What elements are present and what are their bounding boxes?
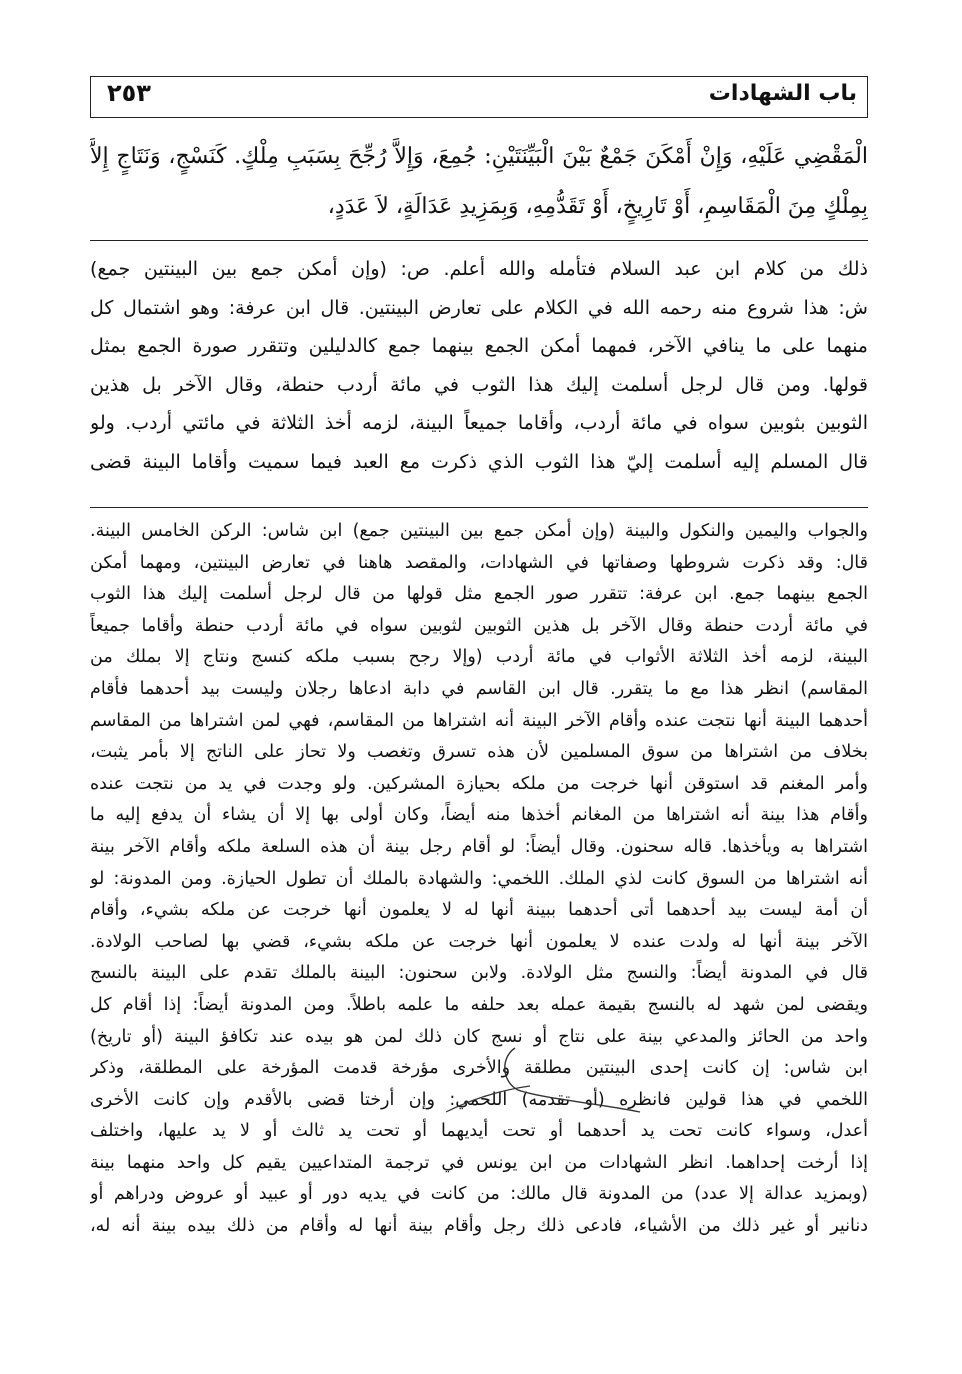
- commentary-line: قولها. ومن قال لرجل أسلمت إليك هذا الثوب في مائة أردب حنطة، وقال الآخر بل هذين: [90, 373, 868, 396]
- footnote-line: واحد من الحائز والمدعي بينة على نتاج أو نسج كان ذلك لمن هو بيده عند تكافؤ البينة (أو تاريخ): [90, 1026, 868, 1047]
- footnote-line: (وبمزيد عدالة إلا عدد) من المدونة قال مالك: من كانت في يديه دور أو عبيد أو عروض ودراهم أو: [90, 1184, 868, 1205]
- main-text-line: الْمَقْضِي عَلَيْهِ، وَإِنْ أَمْكَنَ جَمْعٌ بَيْنَ الْبَيِّنَتَيْنِ: جُمِعَ، وَإِلاَّ رُجِّحَ بِسَبَبِ مِلْكٍ. كَنَسْجٍ، وَنَتَاجٍ إِلاَّ: [90, 144, 868, 169]
- footnote-line: أعدل، وسواء كانت تحت يد أحدهما أو تحت أيديهما أو تحت يد ثالث أو لا يد عليها، واختلف: [90, 1121, 868, 1142]
- section-divider: [90, 240, 868, 241]
- commentary-line: منهما على ما ينافي الآخر، فمهما أمكن الجمع بينهما جمع كالدليلين وتتقرر صورة الجمع بمثل: [90, 335, 868, 357]
- footnote-line: إذا أرخت إحداهما. انظر الشهادات من ابن يونس في ترجمة المتداعيين يقيم كل واحد منهما بينة: [90, 1152, 868, 1173]
- footnote-line: قال في المدونة أيضاً: والنسج مثل الولادة. ولابن سحنون: البينة بالملك تقدم على البينة بالنسج: [90, 963, 868, 984]
- footnote-line: الآخر بينة أنها له ولدت عنده لا يعلمون أنها خرجت عن ملكه بشيء، قضي بها لصاحب الولادة.: [90, 931, 868, 952]
- footnote-line: البينة، لزمه أخذ الثلاثة الأثواب في مائة أردب (وإلا رجح بسبب ملكه كنسج ونتاج إلا بملك من: [90, 647, 868, 668]
- footnote-line: اشتراها به ويأخذها. قاله سحنون. وقال أيضاً: لو أقام رجل بينة أن هذه السلعة ملكه وأقام الآخر بينة: [90, 836, 868, 857]
- main-text-line: بِمِلْكٍ مِنَ الْمَقَاسِمِ، أَوْ تَارِيخٍ، أَوْ تَقَدُّمِهِ، وَبِمَزِيدِ عَدَالَةٍ، لاَ عَدَدٍ،: [327, 194, 868, 219]
- main-text: [90, 132, 868, 232]
- footnote-line: بخلاف من اشتراها من سوق المسلمين لأن هذه تسرق وتغصب ولا تحاز على الناتج إلا بأمر يثبت،: [90, 742, 868, 763]
- footnote-line: وأقام هذا بينة أنه اشتراها من المغانم أخذها منه أيضاً، وكان أولى بها إلا أن يشاء أن يدفع إليه ما: [90, 805, 868, 826]
- footnote-line: أحدهما البينة أنها نتجت عنده وأقام الآخر البينة أنه اشتراها من المقاسم، فهي لمن اشتراها من المقاسم: [90, 710, 868, 731]
- footnote-line: اللخمي في هذا قولين فانظره (أو تقدمه) اللخمي: وإن أرختا قضى بالأقدم وإن كانت الأخرى: [90, 1089, 868, 1110]
- footnote-line: ويقضى لمن شهد له بالنسج بقيمة عمله بعد حلفه ما علمه باطلاً. ومن المدونة أيضاً: إذا أقام كل: [90, 994, 868, 1015]
- footnote-line: في مائة أردت حنطة وقال الآخر بل هذين الثوبين لثوبين سواه في مائة أردب حنطة وأقاما جميعاً: [90, 615, 868, 636]
- page-header: [90, 76, 868, 118]
- commentary-line: ذلك من كلام ابن عبد السلام فتأمله والله أعلم. ص: (وإن أمكن جمع بين البينتين جمع): [90, 258, 868, 280]
- commentary-line: ش: هذا شروع منه رحمه الله في الكلام على تعارض البينتين. قال ابن عرفة: وهو اشتمال كل: [90, 296, 868, 319]
- footnote-line: وأمر المغنم قد استوقن أنها خرجت من ملكه بحيازة المشركين. ولو وجدت في يد من نتجت عنده: [90, 773, 868, 794]
- chapter-title: باب الشهادات: [708, 81, 857, 106]
- footnote-line: والجواب واليمين والنكول والبينة (وإن أمكن جمع بين البينتين جمع) ابن شاس: الركن الخامس البينة.: [90, 521, 868, 541]
- commentary-line: قال المسلم إليه أسلمت إليّ هذا الثوب الذي ذكرت مع العبد فيما سميت وأقاما البينة قضى: [90, 450, 868, 473]
- commentary-line: الثوبين بثوبين سواه في مائة أردب، وأقاما جميعاً البينة، لزمه أخذ الثلاثة في مائتي أردب. ولو: [90, 412, 868, 434]
- commentary: [90, 250, 868, 481]
- footnote-commentary: [90, 516, 868, 1243]
- footnote-line: قال: وقد ذكرت شروطها وصفاتها في الشهادات، والمقصد هاهنا في تعارض البينتين، ومهما أمكن: [90, 552, 868, 573]
- page-number: ٢٥٣: [107, 79, 151, 107]
- footnote-line: أن أمة ليست بيد أحدهما أتى أحدهما ببينة أنها له لا يعلمون أنها خرجت عن ملكه بشيء، وأقام: [90, 900, 868, 921]
- footnote-line: أنه اشتراها من السوق كانت لذي الملك. اللخمي: والشهادة بالملك أن تطول الحيازة. ومن المدونة: لو: [90, 868, 868, 889]
- footnote-line: دنانير أو غير ذلك من الأشياء، فادعى ذلك رجل وأقام بينة أنها له وأقام من ذلك بيده بينة أنه له،: [90, 1216, 868, 1237]
- footnote-line: الجمع بينهما جمع. ابن عرفة: تتقرر صور الجمع مثل قولها من قال لرجل أسلمت إليك هذا الثوب: [90, 584, 868, 605]
- section-divider: [90, 507, 868, 508]
- footnote-line: المقاسم) انظر هذا مع ما يتقرر. قال ابن القاسم في دابة ادعاها رجلان وليست بيد أحدهما فأقام: [90, 678, 868, 699]
- footnote-line: ابن شاس: إن كانت إحدى البينتين مطلقة والأخرى مؤرخة قدمت المؤرخة على المطلقة، وذكر: [90, 1058, 868, 1079]
